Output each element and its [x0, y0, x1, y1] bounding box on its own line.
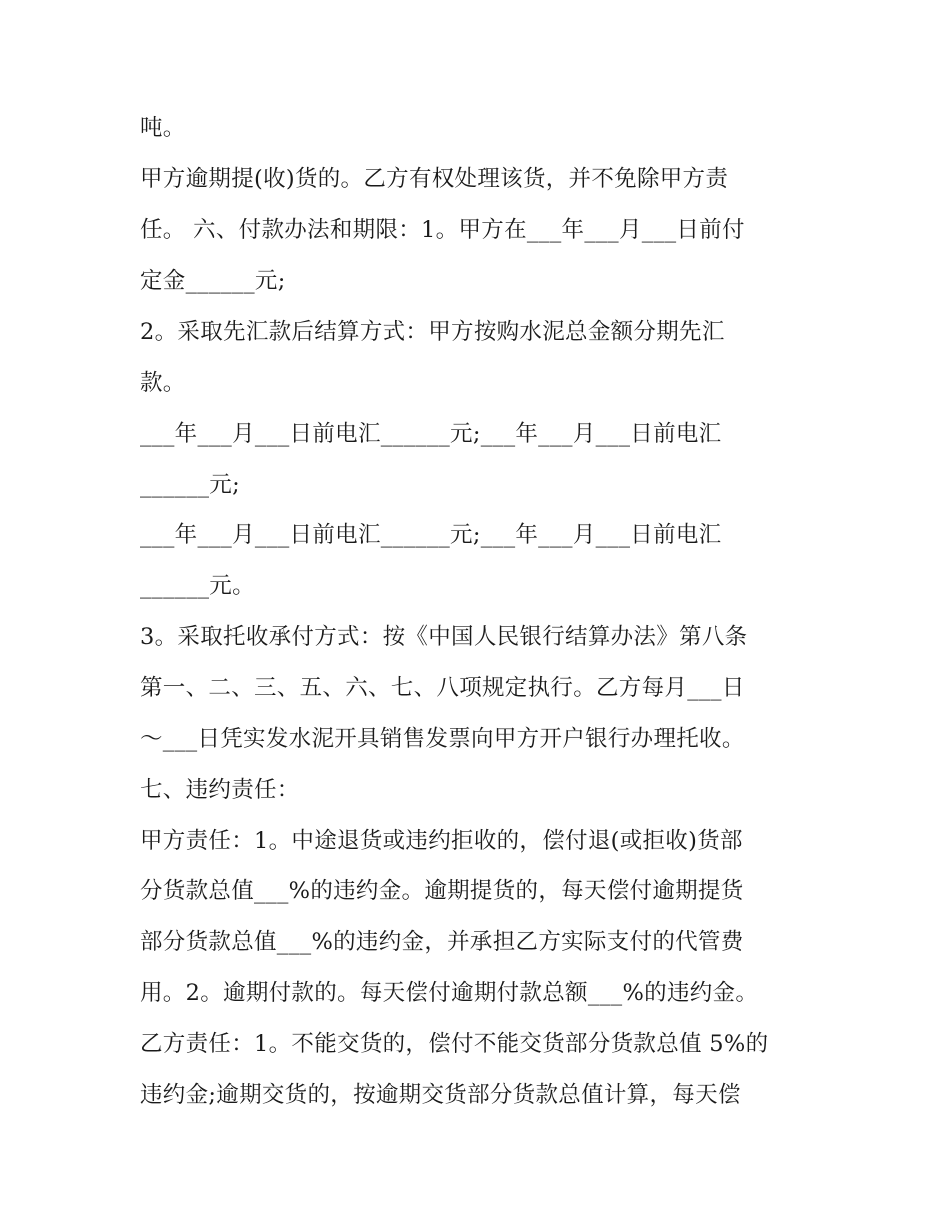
text-line: 部分货款总值___%的违约金，并承担乙方实际支付的代管费 [140, 929, 744, 955]
text-line: 七、违约责任： [140, 777, 300, 803]
text-line: ～___日凭实发水泥开具销售发票向甲方开户银行办理托收。 [140, 726, 745, 752]
text-line: 款。 [140, 370, 186, 396]
text-line: 任。 六、付款办法和期限：1。甲方在___年___月___日前付 [140, 217, 745, 243]
text-line: 甲方责任：1。中途退货或违约拒收的，偿付退(或拒收)货部 [140, 828, 743, 854]
text-line: ___年___月___日前电汇______元;___年___月___日前电汇 [140, 522, 722, 548]
text-line: ______元。 [140, 573, 255, 599]
text-line: 分货款总值___%的违约金。逾期提货的，每天偿付逾期提货 [140, 878, 744, 904]
text-line: 用。2。逾期付款的。每天偿付逾期付款总额___%的违约金。 [140, 980, 759, 1006]
text-line: 吨。 [140, 115, 186, 141]
text-line: 2。采取先汇款后结算方式：甲方按购水泥总金额分期先汇 [140, 319, 725, 345]
text-line: 违约金;逾期交货的，按逾期交货部分货款总值计算，每天偿 [140, 1082, 741, 1108]
text-line: 3。采取托收承付方式：按《中国人民银行结算办法》第八条 [140, 624, 748, 650]
text-line: 第一、二、三、五、六、七、八项规定执行。乙方每月___日 [140, 675, 745, 701]
text-line: 定金______元; [140, 268, 286, 294]
text-line: 甲方逾期提(收)货的。乙方有权处理该货，并不免除甲方责 [140, 166, 729, 192]
text-line: ___年___月___日前电汇______元;___年___月___日前电汇 [140, 421, 722, 447]
text-line: ______元; [140, 472, 240, 498]
text-line: 乙方责任：1。不能交货的，偿付不能交货部分货款总值 5%的 [140, 1031, 769, 1057]
